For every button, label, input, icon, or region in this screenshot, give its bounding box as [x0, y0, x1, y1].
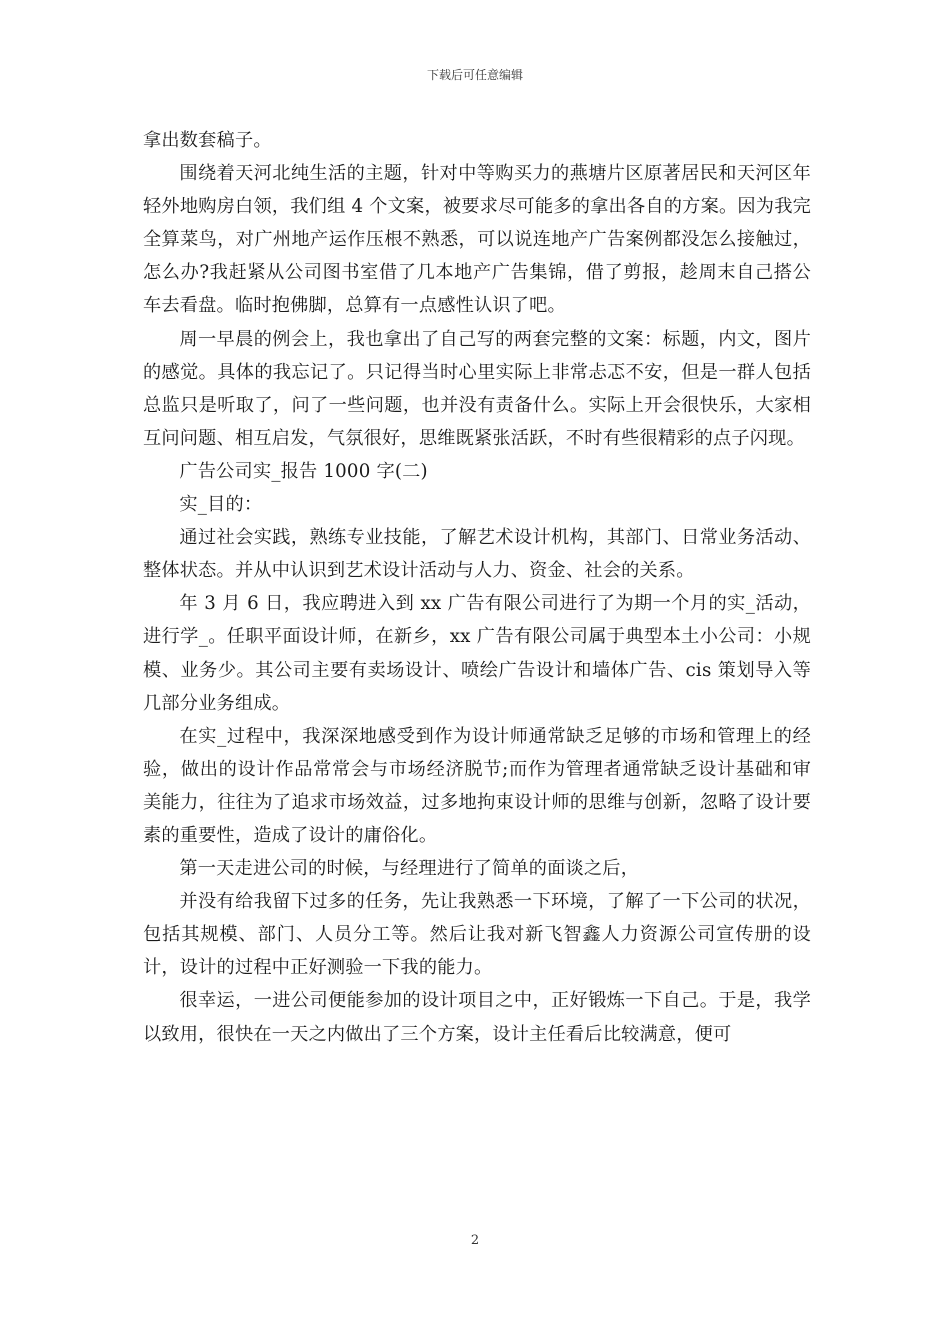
paragraph: 很幸运，一进公司便能参加的设计项目之中，正好锻炼一下自己。于是，我学以致用，很快在一天之内做出了三个方案，设计主任看后比较满意，便可	[143, 990, 811, 1045]
paragraph: 拿出数套稿子。	[143, 130, 272, 151]
paragraph: 围绕着天河北纯生活的主题，针对中等购买力的燕塘片区原著居民和天河区年轻外地购房白领，我们组 4 个文案，被要求尽可能多的拿出各自的方案。因为我完全算菜鸟，对广州地产运作压根不熟悉，可以说连地产广告案例都没怎么接触过，怎么办?我赶紧从公司图书室借了几本地产广告集锦，借了剪报，趁周末自己搭公车去看盘。临时抱佛脚，总算有一点感性认识了吧。	[143, 163, 811, 317]
paragraph: 年 3 月 6 日，我应聘进入到 xx 广告有限公司进行了为期一个月的实_活动，进行学_。任职平面设计师，在新乡，xx 广告有限公司属于典型本土小公司：小规模、业务少。其公司主要有卖场设计、喷绘广告设计和墙体广告、cis 策划导入等几部分业务组成。	[143, 593, 811, 714]
paragraph: 周一早晨的例会上，我也拿出了自己写的两套完整的文案：标题，内文，图片的感觉。具体的我忘记了。只记得当时心里实际上非常忐忑不安，但是一群人包括总监只是听取了，问了一些问题，也并没有责备什么。实际上开会很快乐，大家相互问问题、相互启发，气氛很好，思维既紧张活跃，不时有些很精彩的点子闪现。	[143, 328, 811, 449]
paragraph: 在实_过程中，我深深地感受到作为设计师通常缺乏足够的市场和管理上的经验，做出的设计作品常常会与市场经济脱节;而作为管理者通常缺乏设计基础和审美能力，往往为了追求市场效益，过多地拘束设计师的思维与创新，忽略了设计要素的重要性，造成了设计的庸俗化。	[143, 725, 811, 846]
paragraph: 并没有给我留下过多的任务，先让我熟悉一下环境，了解了一下公司的状况，包括其规模、部门、人员分工等。然后让我对新飞智鑫人力资源公司宣传册的设计，设计的过程中正好测验一下我的能力。	[143, 891, 811, 979]
paragraph: 第一天走进公司的时候，与经理进行了简单的面谈之后，	[179, 858, 640, 880]
page-number: 2	[470, 1233, 480, 1248]
document-body	[143, 124, 811, 1051]
page-header: 下载后可任意编辑	[426, 68, 523, 82]
subheading: 实_目的：	[179, 494, 263, 516]
paragraph: 通过社会实践，熟练专业技能，了解艺术设计机构，其部门、日常业务活动、整体状态。并从中认识到艺术设计活动与人力、资金、社会的关系。	[143, 527, 811, 582]
section-heading: 广告公司实_报告 1000 字(二)	[179, 460, 428, 482]
